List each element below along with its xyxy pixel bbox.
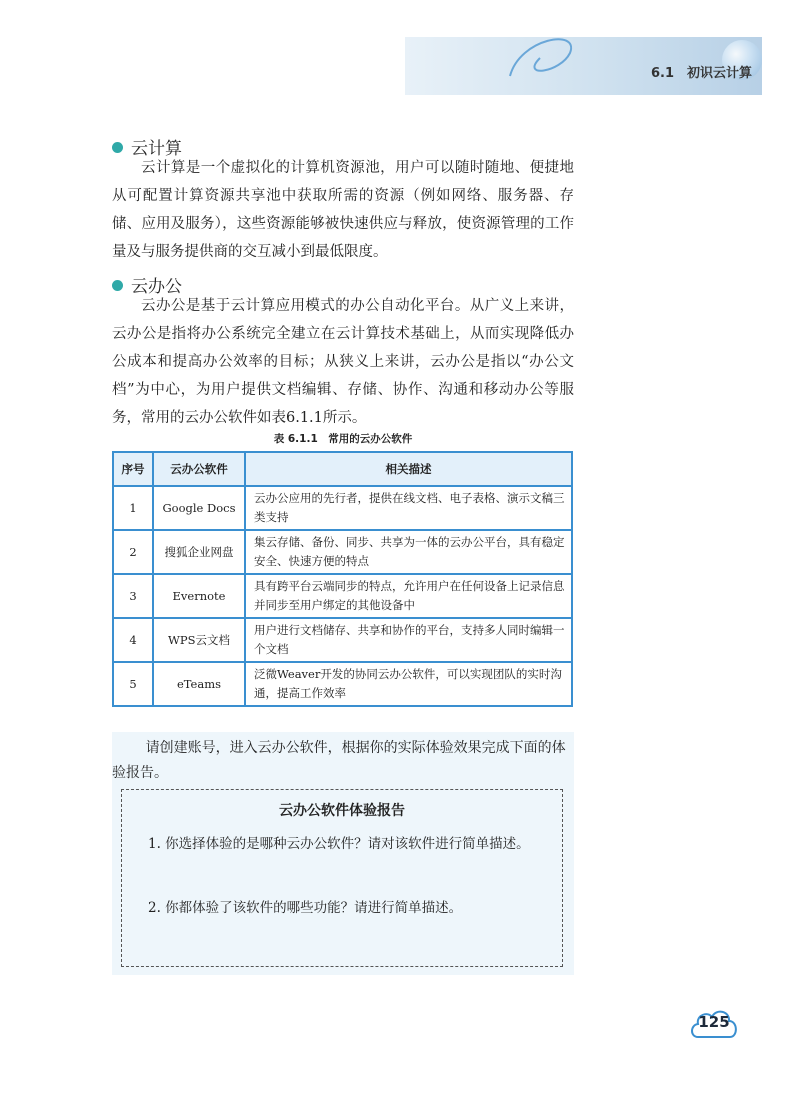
header-index: 序号 [113,452,153,486]
cell-software: eTeams [153,662,245,706]
cell-description: 用户进行文档储存、共享和协作的平台，支持多人同时编辑一个文档 [245,618,572,662]
cell-index: 3 [113,574,153,618]
heading-text: 云办公 [131,277,182,297]
paragraph-cloud-computing: 云计算是一个虚拟化的计算机资源池，用户可以随时随地、便捷地从可配置计算资源共享池中获取所需的资源（例如网络、服务器、存储、应用及服务），这些资源能够被快速供应与释放，使资源管理的工作量及与服务提供商的交互减小到最低限度。 [112,160,574,260]
question-1: 1. 你选择体验的是哪种云办公软件？请对该软件进行简单描述。 [148,836,530,852]
activity-box [112,732,574,975]
cell-description: 集云存储、备份、同步、共享为一体的云办公平台，具有稳定安全、快速方便的特点 [245,530,572,574]
header-description: 相关描述 [245,452,572,486]
report-box [121,789,563,967]
bullet-icon [112,142,123,153]
cell-software: WPS云文档 [153,618,245,662]
cell-software: 搜狐企业网盘 [153,530,245,574]
cell-index: 5 [113,662,153,706]
cell-index: 1 [113,486,153,530]
paragraph-cloud-office: 云办公是基于云计算应用模式的办公自动化平台。从广义上来讲，云办公是指将办公系统完全建立在云计算技术基础上，从而实现降低办公成本和提高办公效率的目标；从狭义上来讲，云办公是指以“办公文档”为中心，为用户提供文档编辑、存储、协作、沟通和移动办公等服务，常用的云办公软件如表6.1.1所示。 [112,298,574,426]
heading-text: 云计算 [131,139,182,159]
page-number: 125 [698,1013,730,1031]
section-title: 6.1 初识云计算 [650,66,752,81]
cell-software: Google Docs [153,486,245,530]
table-row [113,574,572,618]
table-row [113,662,572,706]
activity-intro: 请创建账号，进入云办公软件，根据你的实际体验效果完成下面的体验报告。 [112,740,566,781]
header-swoosh-icon [500,28,620,88]
bullet-icon [112,280,123,291]
table-header-row [113,452,572,486]
software-table [112,451,573,707]
table-caption: 表 6.1.1 常用的云办公软件 [273,433,413,445]
cell-software: Evernote [153,574,245,618]
cell-index: 2 [113,530,153,574]
question-2: 2. 你都体验了该软件的哪些功能？请进行简单描述。 [148,900,463,916]
cell-description: 泛微Weaver开发的协同云办公软件，可以实现团队的实时沟通，提高工作效率 [245,662,572,706]
cell-description: 具有跨平台云端同步的特点，允许用户在任何设备上记录信息并同步至用户绑定的其他设备中 [245,574,572,618]
cell-description: 云办公应用的先行者，提供在线文档、电子表格、演示文稿三类支持 [245,486,572,530]
table-row [113,486,572,530]
table-row [113,530,572,574]
header-software: 云办公软件 [153,452,245,486]
cell-index: 4 [113,618,153,662]
report-title: 云办公软件体验报告 [279,803,405,819]
table-row [113,618,572,662]
